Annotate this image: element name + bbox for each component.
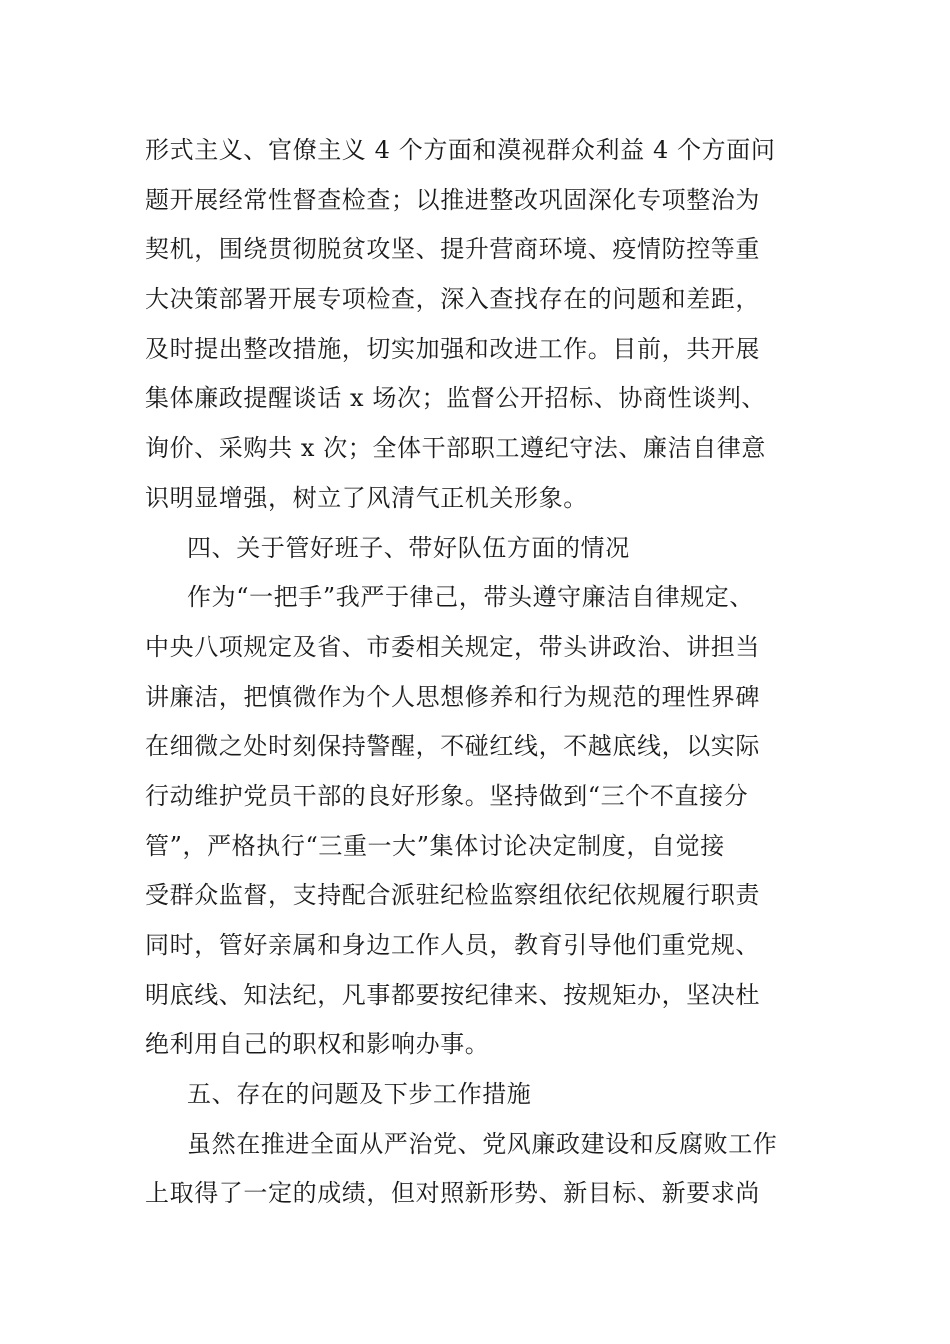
document-body bbox=[145, 126, 810, 1219]
text-line: 中央八项规定及省、市委相关规定，带头讲政治、讲担当 bbox=[145, 632, 760, 661]
text-line: 大决策部署开展专项检查，深入查找存在的问题和差距， bbox=[145, 285, 760, 314]
text-line: 在细微之处时刻保持警醒，不碰红线，不越底线，以实际 bbox=[145, 732, 760, 761]
text-line: 受群众监督，支持配合派驻纪检监察组依纪依规履行职责 bbox=[145, 881, 760, 910]
text-line: 形式主义、官僚主义 4 个方面和漠视群众利益 4 个方面问 bbox=[145, 136, 776, 164]
section-heading-4: 四、关于管好班子、带好队伍方面的情况 bbox=[187, 533, 630, 562]
text-line: 绝利用自己的职权和影响办事。 bbox=[145, 1030, 490, 1059]
text-line: 虽然在推进全面从严治党、党风廉政建设和反腐败工作 bbox=[187, 1129, 778, 1158]
text-line: 上取得了一定的成绩，但对照新形势、新目标、新要求尚 bbox=[145, 1179, 760, 1208]
text-line: 同时，管好亲属和身边工作人员，教育引导他们重党规、 bbox=[145, 931, 760, 959]
text-line: 管”，严格执行“三重一大”集体讨论决定制度，自觉接 bbox=[145, 831, 725, 860]
text-line: 行动维护党员干部的良好形象。坚持做到“三个不直接分 bbox=[145, 781, 749, 810]
text-line: 明底线、知法纪，凡事都要按纪律来、按规矩办，坚决杜 bbox=[145, 980, 760, 1009]
text-line: 题开展经常性督查检查；以推进整改巩固深化专项整治为 bbox=[145, 185, 760, 214]
text-line: 集体廉政提醒谈话 x 场次；监督公开招标、协商性谈判、 bbox=[145, 384, 766, 413]
text-line: 及时提出整改措施，切实加强和改进工作。目前，共开展 bbox=[145, 334, 760, 363]
section-heading-5: 五、存在的问题及下步工作措施 bbox=[187, 1080, 532, 1109]
text-line: 询价、采购共 x 次；全体干部职工遵纪守法、廉洁自律意 bbox=[145, 434, 766, 463]
text-line: 契机，围绕贯彻脱贫攻坚、提升营商环境、疫情防控等重 bbox=[145, 235, 760, 264]
text-line: 讲廉洁，把慎微作为个人思想修养和行为规范的理性界碑 bbox=[145, 682, 760, 711]
text-line: 作为“一把手”我严于律己，带头遵守廉洁自律规定、 bbox=[187, 583, 754, 612]
text-line: 识明显增强，树立了风清气正机关形象。 bbox=[145, 483, 588, 512]
